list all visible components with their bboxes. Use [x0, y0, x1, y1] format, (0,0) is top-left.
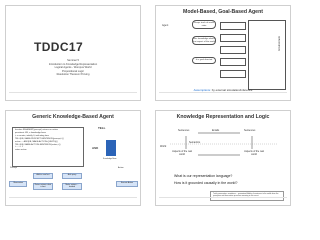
flow-tell: Add to: new fact: [33, 173, 53, 179]
slide-title: Generic Knowledge-Based Agent: [32, 114, 114, 120]
subtitle-block: [6, 59, 140, 77]
percept-label: Percept: [10, 167, 17, 169]
slide-kb-agent: [5, 110, 141, 206]
question-2: How is it grounded causally in the world?: [174, 181, 238, 185]
ask-label: ASK: [92, 146, 99, 150]
sentences-right: Sentences: [244, 129, 256, 132]
environment-label: Environment: [278, 36, 281, 51]
action-label: Action: [118, 167, 124, 169]
footer-rule: [159, 197, 287, 198]
topic-line-2: Logical Agents - Wumpus World: [54, 66, 92, 70]
seminar-line: Seminar 5: [67, 59, 79, 62]
flow-observation: Observation: [9, 181, 27, 187]
code-line: TELL(KB, MAKE-ACTION-SENTENCE(action, t)): [15, 143, 61, 146]
note-goal: It is goal directed: [192, 57, 216, 64]
state-box: [220, 22, 246, 30]
assumption-text: by external simulation/inference: [211, 88, 253, 92]
flow-execute: Execute Action: [116, 181, 138, 187]
code-line: function KB-AGENT(percept) returns an action: [15, 129, 58, 131]
tell-label: TELL: [98, 126, 106, 130]
assumption-prefix: Assumptions:: [193, 88, 211, 92]
action-box: [220, 70, 246, 78]
note-knowledge: Has knowledge about the impact of the world: [192, 36, 216, 45]
code-line: t, a counter, initially 0, indicating time: [15, 134, 49, 137]
kb-agent-pseudocode: [12, 127, 84, 167]
kb-caption: Knowledge Base: [103, 158, 117, 160]
slide-kr-logic: [155, 110, 291, 206]
code-line: t ← t + 1: [15, 146, 23, 149]
footer-rule: [9, 92, 137, 93]
world-label: World: [160, 145, 167, 148]
code-line: return action: [15, 149, 27, 152]
flow-ack: Return actions: what is best: [34, 184, 52, 189]
flow-act: Make: actions ... decided: [62, 183, 82, 190]
slide-title: Knowledge Representation and Logic: [176, 114, 270, 120]
course-title: TDDC17: [34, 40, 84, 54]
footer-rule: [159, 92, 287, 93]
aspects-right: Aspects of the real world: [244, 150, 264, 156]
topic-line-1: Introduction to Knowledge Representation: [48, 62, 98, 66]
effect-box: [220, 46, 246, 54]
topic-line-4: Resolution Theorem Proving: [56, 73, 90, 77]
question-1: What is our representation language?: [174, 174, 233, 178]
footer-rule: [9, 197, 137, 198]
slide-title: Model-Based, Goal-Based Agent: [183, 9, 263, 15]
goal-box: [220, 58, 246, 66]
sentences-left: Sentences: [178, 129, 190, 132]
slide-title: [5, 5, 141, 101]
code-line: TELL(KB, MAKE-PERCEPT-SENTENCE(percept, t)): [15, 137, 64, 140]
aspects-left: Aspects of the real world: [172, 150, 192, 156]
entails-label: Entails: [212, 129, 220, 132]
knowledge-base-block: [106, 140, 116, 156]
agent-label: Agent: [162, 24, 169, 27]
soundness-note: Truth preservation: soundness ... guaranteed fidelity of sentences to the world when the: [210, 191, 284, 201]
world-box: [220, 34, 246, 42]
environment-box: [248, 20, 286, 90]
note-world-state: Keeps track of world state: [192, 20, 216, 29]
semantics-label: Semantics: [189, 141, 201, 144]
topic-line-3: Propositional Logic: [62, 69, 84, 73]
code-line: persistent: KB, a knowledge base: [15, 131, 46, 134]
flow-ask: Ask: query: [62, 173, 82, 179]
slide-model-based-agent: [155, 5, 291, 101]
code-line: action ← ASK(KB, MAKE-ACTION-QUERY(t)): [15, 140, 58, 143]
